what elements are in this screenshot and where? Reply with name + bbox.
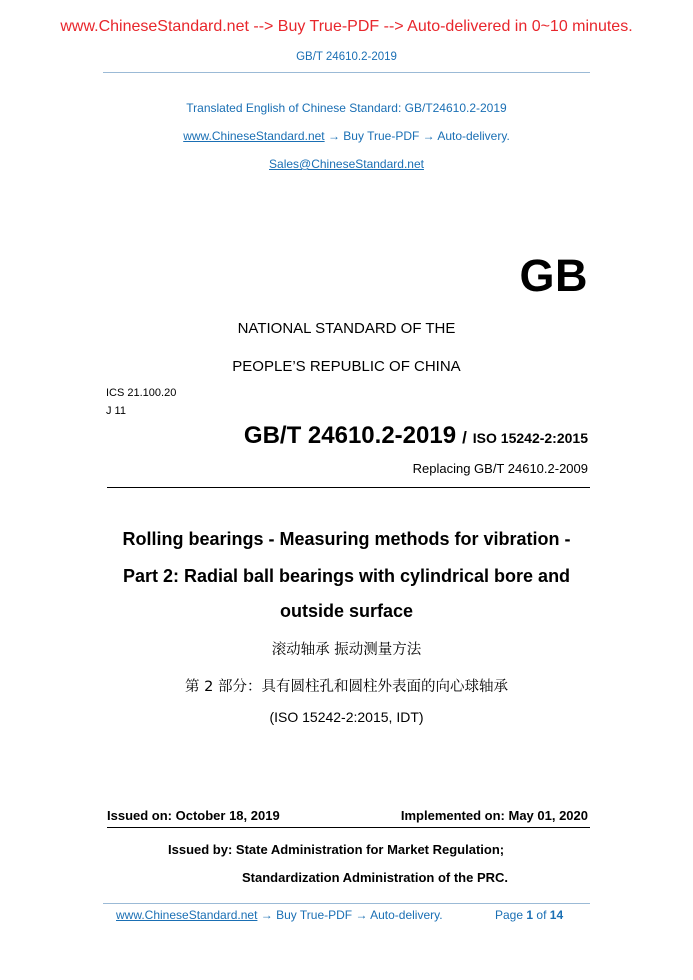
header-standard-code: GB/T 24610.2-2019 [296, 51, 397, 63]
title-divider [107, 487, 590, 488]
footer-divider [103, 903, 590, 904]
footer-site-link[interactable]: www.ChineseStandard.net [116, 908, 258, 922]
title-line1: Rolling bearings - Measuring methods for vibration - [122, 529, 571, 549]
iso-equivalence: (ISO 15242-2:2015, IDT) [269, 709, 424, 725]
page-label: Page [495, 908, 524, 922]
dates-divider [107, 827, 590, 828]
replacing-note: Replacing GB/T 24610.2-2009 [412, 461, 588, 476]
header-divider [103, 72, 590, 73]
chinese-title2: 第 2 部分：具有圆柱孔和圆柱外表面的向心球轴承 [185, 679, 508, 695]
national-standard-line2: PEOPLE’S REPUBLIC OF CHINA [232, 358, 461, 375]
footer-purchase [116, 908, 443, 922]
national-standard-line1: NATIONAL STANDARD OF THE [237, 320, 456, 337]
iso-number: ISO 15242-2:2015 [472, 430, 588, 446]
standard-number: GB/T 24610.2-2019 [243, 422, 457, 449]
title-line3: outside surface [279, 601, 414, 621]
site-link[interactable]: www.ChineseStandard.net [183, 129, 325, 143]
ccs-code: J 11 [106, 405, 126, 417]
footer-purchase-text: → Buy True-PDF → Auto-delivery. [257, 908, 443, 922]
title-line2: Part 2: Radial ball bearings with cylindrical bore and [122, 566, 571, 586]
promo-banner: www.ChineseStandard.net --> Buy True-PDF --> Auto-delivered in 0~10 minutes. [60, 18, 633, 35]
email-line [0, 157, 693, 171]
issuer-line2: Standardization Administration of the PRC. [242, 870, 509, 885]
implemented-date: Implemented on: May 01, 2020 [400, 808, 588, 823]
purchase-text: → Buy True-PDF → Auto-delivery. [324, 129, 510, 143]
issuer-line1: Issued by: State Administration for Market Regulation; [168, 842, 505, 857]
page-indicator [495, 908, 563, 922]
issued-date: Issued on: October 18, 2019 [107, 808, 280, 823]
page-of: of [536, 908, 547, 922]
standard-separator: / [462, 428, 467, 447]
chinese-title1: 滚动轴承 振动测量方法 [271, 642, 422, 658]
purchase-line [0, 129, 693, 143]
gb-mark: GB [519, 250, 588, 301]
ics-code: ICS 21.100.20 [106, 387, 177, 399]
standard-number-line [244, 422, 588, 450]
translation-note: Translated English of Chinese Standard: GB/T24610.2-2019 [186, 101, 507, 115]
page-total: 14 [549, 908, 564, 922]
page-current: 1 [526, 908, 534, 922]
email-link[interactable]: Sales@ChineseStandard.net [269, 157, 424, 171]
